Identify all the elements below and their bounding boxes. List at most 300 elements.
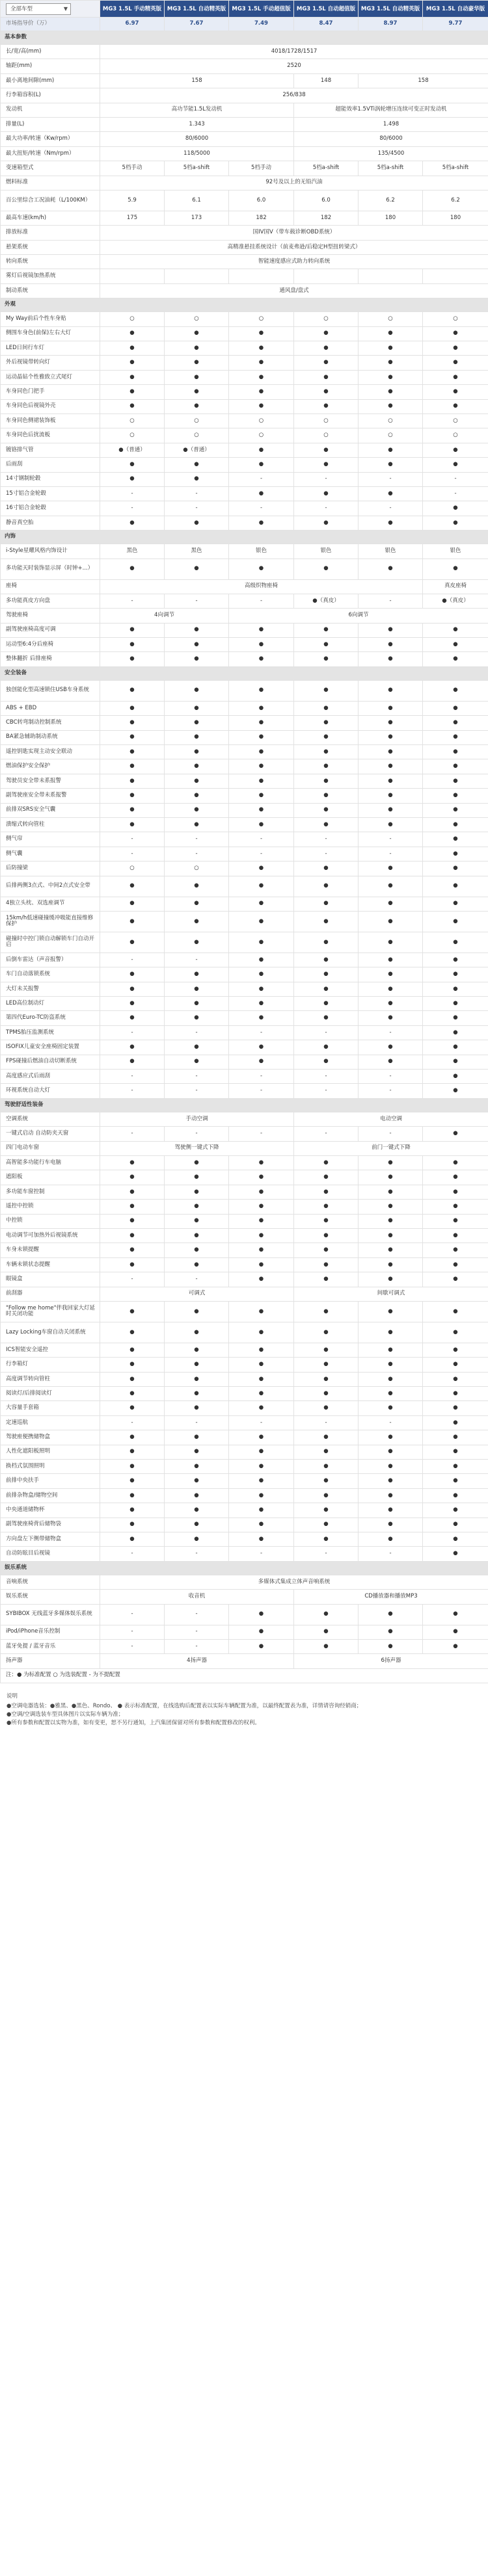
spec-value: ○ <box>359 312 423 326</box>
spec-value: ● <box>100 1055 165 1069</box>
spec-label: 后排两侧3点式、中间2点式安全带 <box>1 876 100 897</box>
spec-label: 侧气帘 <box>1 832 100 847</box>
spec-value: - <box>100 501 165 516</box>
spec-label: 最大扭矩/转速（Nm/rpm） <box>1 146 100 161</box>
spec-value: 4向调节 <box>100 609 229 623</box>
spec-value: ● <box>294 1200 359 1214</box>
spec-row <box>1 103 488 117</box>
spec-label: 娱乐系统 <box>1 1590 100 1604</box>
spec-value: ● <box>423 1401 488 1415</box>
spec-value: - <box>359 1127 423 1141</box>
spec-value: ○ <box>294 312 359 326</box>
notes-block <box>0 1683 488 1728</box>
spec-row <box>1 1474 488 1488</box>
spec-label: 静音真空胎 <box>1 516 100 530</box>
section-title: 驾驶舒适性装备 <box>1 1098 488 1112</box>
spec-label: 自动防眩目后视镜 <box>1 1547 100 1561</box>
spec-value: ● <box>423 803 488 817</box>
spec-label: 座椅 <box>1 579 100 594</box>
spec-row <box>1 1170 488 1185</box>
spec-value: - <box>100 1025 165 1040</box>
spec-value: ○ <box>165 414 229 428</box>
spec-label: ISOFIX儿童安全座椅固定装置 <box>1 1040 100 1055</box>
spec-value: ● <box>294 1358 359 1372</box>
spec-value: ● <box>100 623 165 637</box>
spec-label: LED高位制动灯 <box>1 997 100 1011</box>
spec-row <box>1 1322 488 1343</box>
spec-value: ● <box>229 1170 294 1185</box>
spec-value: ● <box>294 1474 359 1488</box>
spec-value: - <box>100 1084 165 1098</box>
spec-label: ICS智能安全遥控 <box>1 1343 100 1357</box>
spec-label: 多功能天时装饰显示屏（时钟+...） <box>1 559 100 579</box>
spec-label: 副驾驶座安全带未系报警 <box>1 789 100 803</box>
spec-value: ● <box>100 516 165 530</box>
spec-value: - <box>229 847 294 861</box>
spec-value: ● <box>359 1387 423 1401</box>
model-price: 7.49 <box>229 18 294 31</box>
section-header <box>1 298 488 312</box>
model-header-row <box>1 1 488 18</box>
spec-value <box>423 269 488 283</box>
spec-value: ● <box>359 638 423 652</box>
spec-row <box>1 932 488 953</box>
spec-value: ● <box>294 638 359 652</box>
spec-label: LED日间行车灯 <box>1 341 100 356</box>
spec-value: ● <box>165 1532 229 1546</box>
spec-value: ● <box>229 516 294 530</box>
spec-value: ● <box>165 356 229 370</box>
spec-value: ● <box>165 774 229 788</box>
legend-row <box>1 1668 488 1683</box>
notes-title: 说明 <box>7 1692 18 1700</box>
spec-value: ● <box>423 745 488 759</box>
spec-row <box>1 638 488 652</box>
spec-value: ● <box>423 1445 488 1459</box>
spec-value: ● <box>229 1301 294 1322</box>
spec-label: 前排杂物盒/储物空间 <box>1 1488 100 1503</box>
spec-value: ● <box>423 1547 488 1561</box>
spec-value: ● <box>229 559 294 579</box>
spec-value: - <box>294 1084 359 1098</box>
spec-value: 驾驶侧一键式下降 <box>100 1141 294 1155</box>
spec-value: - <box>165 953 229 967</box>
spec-label: 运动型6:4分后座椅 <box>1 638 100 652</box>
spec-value: - <box>100 953 165 967</box>
spec-label: 最小离地间隙(mm) <box>1 73 100 88</box>
spec-value: - <box>229 1547 294 1561</box>
spec-value: ● <box>229 1532 294 1546</box>
spec-row <box>1 1214 488 1228</box>
spec-label: My Way前后个性车身贴 <box>1 312 100 326</box>
spec-row <box>1 730 488 744</box>
spec-value: ● <box>100 1488 165 1503</box>
spec-value: ● <box>100 638 165 652</box>
spec-value: ○ <box>229 312 294 326</box>
spec-row <box>1 458 488 472</box>
spec-label: 燃料标准 <box>1 176 100 190</box>
spec-row <box>1 176 488 190</box>
spec-value: ● <box>100 1214 165 1228</box>
spec-value: ● <box>359 932 423 953</box>
spec-value: - <box>100 594 165 608</box>
model-name: MG3 1.5L 手动精英版 <box>100 1 165 18</box>
spec-value: ● <box>229 1055 294 1069</box>
spec-row <box>1 789 488 803</box>
price-label: 市场指导价（万） <box>1 18 100 31</box>
spec-value: ● <box>359 1488 423 1503</box>
spec-value: ● <box>229 1011 294 1025</box>
spec-value: ● <box>165 1214 229 1228</box>
spec-value: ○ <box>294 428 359 443</box>
spec-value: ● <box>359 1170 423 1185</box>
spec-value: ○ <box>359 414 423 428</box>
spec-value: ● <box>294 1185 359 1199</box>
spec-label: 换档式氛围照明 <box>1 1460 100 1474</box>
spec-value: ● <box>359 1474 423 1488</box>
spec-value: ● <box>100 967 165 982</box>
spec-value: ● <box>100 932 165 953</box>
spec-label: 中央通道储物杯 <box>1 1503 100 1518</box>
spec-label: i-Style星耀风格内饰设计 <box>1 544 100 559</box>
spec-value: ● <box>423 1474 488 1488</box>
spec-value: ● <box>229 1228 294 1242</box>
spec-value: ● <box>165 1156 229 1170</box>
spec-value: 5档手动 <box>229 161 294 176</box>
spec-value: ● <box>294 716 359 730</box>
model-name: MG3 1.5L 自动精英版 <box>359 1 423 18</box>
spec-row <box>1 190 488 211</box>
spec-value: 1.343 <box>100 117 294 131</box>
spec-value: ● <box>294 911 359 932</box>
spec-label: TPMS胎压监测系统 <box>1 1025 100 1040</box>
spec-value: ● <box>100 1532 165 1546</box>
spec-row <box>1 1243 488 1257</box>
spec-value: - <box>165 1272 229 1287</box>
spec-value: ● <box>165 458 229 472</box>
spec-value: ● <box>165 817 229 832</box>
spec-value: - <box>294 847 359 861</box>
spec-row <box>1 897 488 911</box>
spec-value: ● <box>423 356 488 370</box>
spec-label: 外后视镜带转向灯 <box>1 356 100 370</box>
spec-value: ● <box>100 385 165 399</box>
spec-value: ● <box>229 759 294 774</box>
spec-value: ● <box>229 774 294 788</box>
spec-value: 180 <box>423 211 488 225</box>
spec-value: ● <box>100 458 165 472</box>
spec-value: ● <box>294 680 359 701</box>
model-name: MG3 1.5L 手动超值版 <box>229 1 294 18</box>
spec-value: ● <box>423 1170 488 1185</box>
spec-label: 多功能车窗控制 <box>1 1185 100 1199</box>
spec-value: ● <box>294 997 359 1011</box>
spec-value: ● <box>165 1518 229 1532</box>
spec-label: 镀铬排气管 <box>1 443 100 457</box>
spec-value: ● <box>165 1170 229 1185</box>
spec-value: ● <box>423 1055 488 1069</box>
spec-value: - <box>100 1070 165 1084</box>
spec-value: ● <box>294 1488 359 1503</box>
spec-label: 最大功率/转速（Kw/rpm） <box>1 132 100 146</box>
spec-value <box>165 269 229 283</box>
spec-value: ● <box>100 1185 165 1199</box>
spec-label: 车身同色后视镜外壳 <box>1 399 100 414</box>
spec-value: ● <box>294 1460 359 1474</box>
spec-value: ● <box>100 1257 165 1272</box>
spec-value: ● <box>423 1025 488 1040</box>
spec-row <box>1 1654 488 1668</box>
spec-value: ● <box>359 399 423 414</box>
spec-value: ● <box>165 876 229 897</box>
spec-row <box>1 967 488 982</box>
spec-row <box>1 146 488 161</box>
spec-value: 通风盘/盘式 <box>100 283 488 298</box>
spec-value: 银色 <box>359 544 423 559</box>
spec-label: 多功能真皮方向盘 <box>1 594 100 608</box>
legend-text: 注：● 为标准配置 ○ 为选装配置 - 为不提配置 <box>1 1668 488 1683</box>
spec-value: - <box>359 1084 423 1098</box>
spec-value: - <box>229 594 294 608</box>
spec-value: ● <box>100 1474 165 1488</box>
notes-line: ●空调/空调选装车型具体图片以实际车辆为准； <box>7 1711 124 1718</box>
spec-value: - <box>165 1084 229 1098</box>
spec-row <box>1 1575 488 1589</box>
spec-value: - <box>165 1415 229 1430</box>
spec-value: 银色 <box>294 544 359 559</box>
spec-value: ● <box>423 326 488 341</box>
spec-value: ● <box>229 1257 294 1272</box>
spec-value: - <box>229 472 294 486</box>
spec-row <box>1 1084 488 1098</box>
spec-value: 6扬声器 <box>294 1654 488 1668</box>
spec-value: ● <box>229 1040 294 1055</box>
spec-row <box>1 609 488 623</box>
spec-label: BA紧急辅助制动系统 <box>1 730 100 744</box>
spec-row <box>1 356 488 370</box>
spec-value: ● <box>294 1257 359 1272</box>
spec-value: 158 <box>100 73 294 88</box>
spec-value: ● <box>229 1272 294 1287</box>
spec-value: 5档a-shift <box>294 161 359 176</box>
spec-value: ● <box>359 982 423 996</box>
spec-label: 15km/h低速碰撞缓冲吸能直接维修保护 <box>1 911 100 932</box>
spec-value: ● <box>100 1518 165 1532</box>
spec-value: ● <box>359 759 423 774</box>
spec-value: 182 <box>229 211 294 225</box>
price-row <box>1 18 488 31</box>
spec-value: ● <box>294 1372 359 1386</box>
spec-value: ● <box>229 1430 294 1445</box>
section-header <box>1 1561 488 1575</box>
spec-label: 侧围车身色(前保)左右大灯 <box>1 326 100 341</box>
spec-value: ● <box>359 516 423 530</box>
spec-value: ● <box>359 1272 423 1287</box>
spec-value: - <box>294 1127 359 1141</box>
spec-value: ● <box>359 701 423 715</box>
spec-value: 2520 <box>100 59 488 73</box>
model-filter-cell <box>1 1 100 18</box>
spec-value: ● <box>165 897 229 911</box>
spec-value: ● <box>294 803 359 817</box>
spec-value: ● <box>165 967 229 982</box>
spec-value: 5档a-shift <box>359 161 423 176</box>
model-filter-select[interactable] <box>6 3 71 15</box>
spec-value: ● <box>294 1322 359 1343</box>
spec-value: ● <box>294 516 359 530</box>
spec-value: 175 <box>100 211 165 225</box>
spec-value: ● <box>423 716 488 730</box>
spec-value: ● <box>294 876 359 897</box>
spec-value: ● <box>294 1228 359 1242</box>
spec-value: ● <box>423 1228 488 1242</box>
spec-label: 高度调节转向管柱 <box>1 1372 100 1386</box>
spec-value: ● <box>100 803 165 817</box>
spec-value: - <box>229 832 294 847</box>
spec-value: ● <box>100 680 165 701</box>
spec-value: ● <box>359 911 423 932</box>
spec-value: ● <box>294 861 359 876</box>
spec-value: ● <box>359 730 423 744</box>
spec-value: ● <box>359 1011 423 1025</box>
spec-label: SYBIBOX 无线蓝牙多媒体娱乐系统 <box>1 1604 100 1625</box>
spec-row <box>1 559 488 579</box>
section-header <box>1 31 488 45</box>
spec-value: ● <box>359 1243 423 1257</box>
spec-value: ● <box>423 370 488 384</box>
spec-value: ● <box>229 953 294 967</box>
spec-value: 135/4500 <box>294 146 488 161</box>
spec-value: ● <box>359 1604 423 1625</box>
spec-value: 80/6000 <box>294 132 488 146</box>
spec-value: ● <box>100 745 165 759</box>
spec-row <box>1 1301 488 1322</box>
spec-value: 4扬声器 <box>100 1654 294 1668</box>
spec-value: ● <box>229 1185 294 1199</box>
spec-value: ● <box>229 458 294 472</box>
spec-label: 轴距(mm) <box>1 59 100 73</box>
spec-label: 百公里综合工况油耗（L/100KM） <box>1 190 100 211</box>
spec-label: 车身未锁提醒 <box>1 1243 100 1257</box>
spec-row <box>1 1358 488 1372</box>
spec-value: 智能速度感应式助力转向系统 <box>100 255 488 269</box>
spec-value: ● <box>294 326 359 341</box>
spec-value: - <box>100 1639 165 1653</box>
spec-value: - <box>294 1070 359 1084</box>
spec-value <box>294 269 359 283</box>
spec-value: ● <box>100 1445 165 1459</box>
spec-value: ● <box>294 341 359 356</box>
spec-value: 收音机 <box>100 1590 294 1604</box>
spec-value: ● <box>165 1430 229 1445</box>
spec-row <box>1 385 488 399</box>
spec-value: ● <box>359 1430 423 1445</box>
spec-row <box>1 1387 488 1401</box>
spec-value: ● <box>294 1387 359 1401</box>
spec-value: ● <box>423 1604 488 1625</box>
spec-value: - <box>294 832 359 847</box>
spec-label: 遥控钥匙实现主动安全联动 <box>1 745 100 759</box>
spec-value: ● <box>229 997 294 1011</box>
spec-value: ● <box>229 680 294 701</box>
spec-value: ● <box>423 1011 488 1025</box>
spec-value: ● <box>100 1200 165 1214</box>
spec-value: ● <box>294 745 359 759</box>
spec-value: ● <box>423 1243 488 1257</box>
spec-value: ● <box>294 1301 359 1322</box>
spec-label: 溃缩式转向管柱 <box>1 817 100 832</box>
model-filter-label: 全部车型 <box>10 5 33 12</box>
spec-value: ● <box>165 1228 229 1242</box>
spec-value: ● <box>294 730 359 744</box>
spec-value: ● <box>423 730 488 744</box>
spec-label: 车身同色后扰流板 <box>1 428 100 443</box>
spec-value: - <box>165 1127 229 1141</box>
spec-label: 前排中央扶手 <box>1 1474 100 1488</box>
spec-value: ● <box>229 1322 294 1343</box>
spec-value: ● <box>423 501 488 516</box>
spec-row <box>1 1488 488 1503</box>
spec-value: - <box>100 1547 165 1561</box>
spec-value: - <box>165 1604 229 1625</box>
spec-value: ● <box>165 1011 229 1025</box>
spec-row <box>1 1518 488 1532</box>
spec-value: ● <box>165 680 229 701</box>
spec-value: ● <box>294 1518 359 1532</box>
spec-value: 158 <box>359 73 488 88</box>
spec-row <box>1 759 488 774</box>
spec-value: ● <box>100 1358 165 1372</box>
spec-value: ● <box>165 1257 229 1272</box>
spec-value: ● <box>423 1343 488 1357</box>
spec-label: 排量(L) <box>1 117 100 131</box>
spec-value: ● <box>100 1372 165 1386</box>
spec-value: ● <box>359 326 423 341</box>
spec-value: ○ <box>229 428 294 443</box>
spec-value: 182 <box>294 211 359 225</box>
spec-value: ● <box>100 652 165 666</box>
spec-label: 行李箱容积(L) <box>1 88 100 103</box>
spec-value: ● <box>423 832 488 847</box>
spec-label: 定速巡航 <box>1 1415 100 1430</box>
spec-value: ● <box>229 638 294 652</box>
spec-row <box>1 1343 488 1357</box>
spec-value: ● <box>294 759 359 774</box>
spec-value: ● <box>423 341 488 356</box>
spec-label: 空调系统 <box>1 1112 100 1126</box>
spec-value: ● <box>229 326 294 341</box>
spec-value: ○ <box>100 312 165 326</box>
spec-value: 高级织物座椅 <box>100 579 423 594</box>
spec-value: ● <box>229 911 294 932</box>
spec-value: ● <box>100 759 165 774</box>
spec-label: 车身同色门把手 <box>1 385 100 399</box>
spec-value: ● <box>359 1322 423 1343</box>
section-title: 内饰 <box>1 531 488 544</box>
spec-value: - <box>359 501 423 516</box>
spec-value: ● <box>423 1488 488 1503</box>
model-name: MG3 1.5L 自动豪华版 <box>423 1 488 18</box>
spec-value: ● <box>294 897 359 911</box>
spec-value: ● <box>423 876 488 897</box>
spec-row <box>1 428 488 443</box>
spec-value: - <box>100 1127 165 1141</box>
spec-value: ● <box>359 897 423 911</box>
spec-label: 转向系统 <box>1 255 100 269</box>
spec-value: ● <box>423 1387 488 1401</box>
spec-value: ● <box>229 623 294 637</box>
spec-value: ● <box>423 516 488 530</box>
